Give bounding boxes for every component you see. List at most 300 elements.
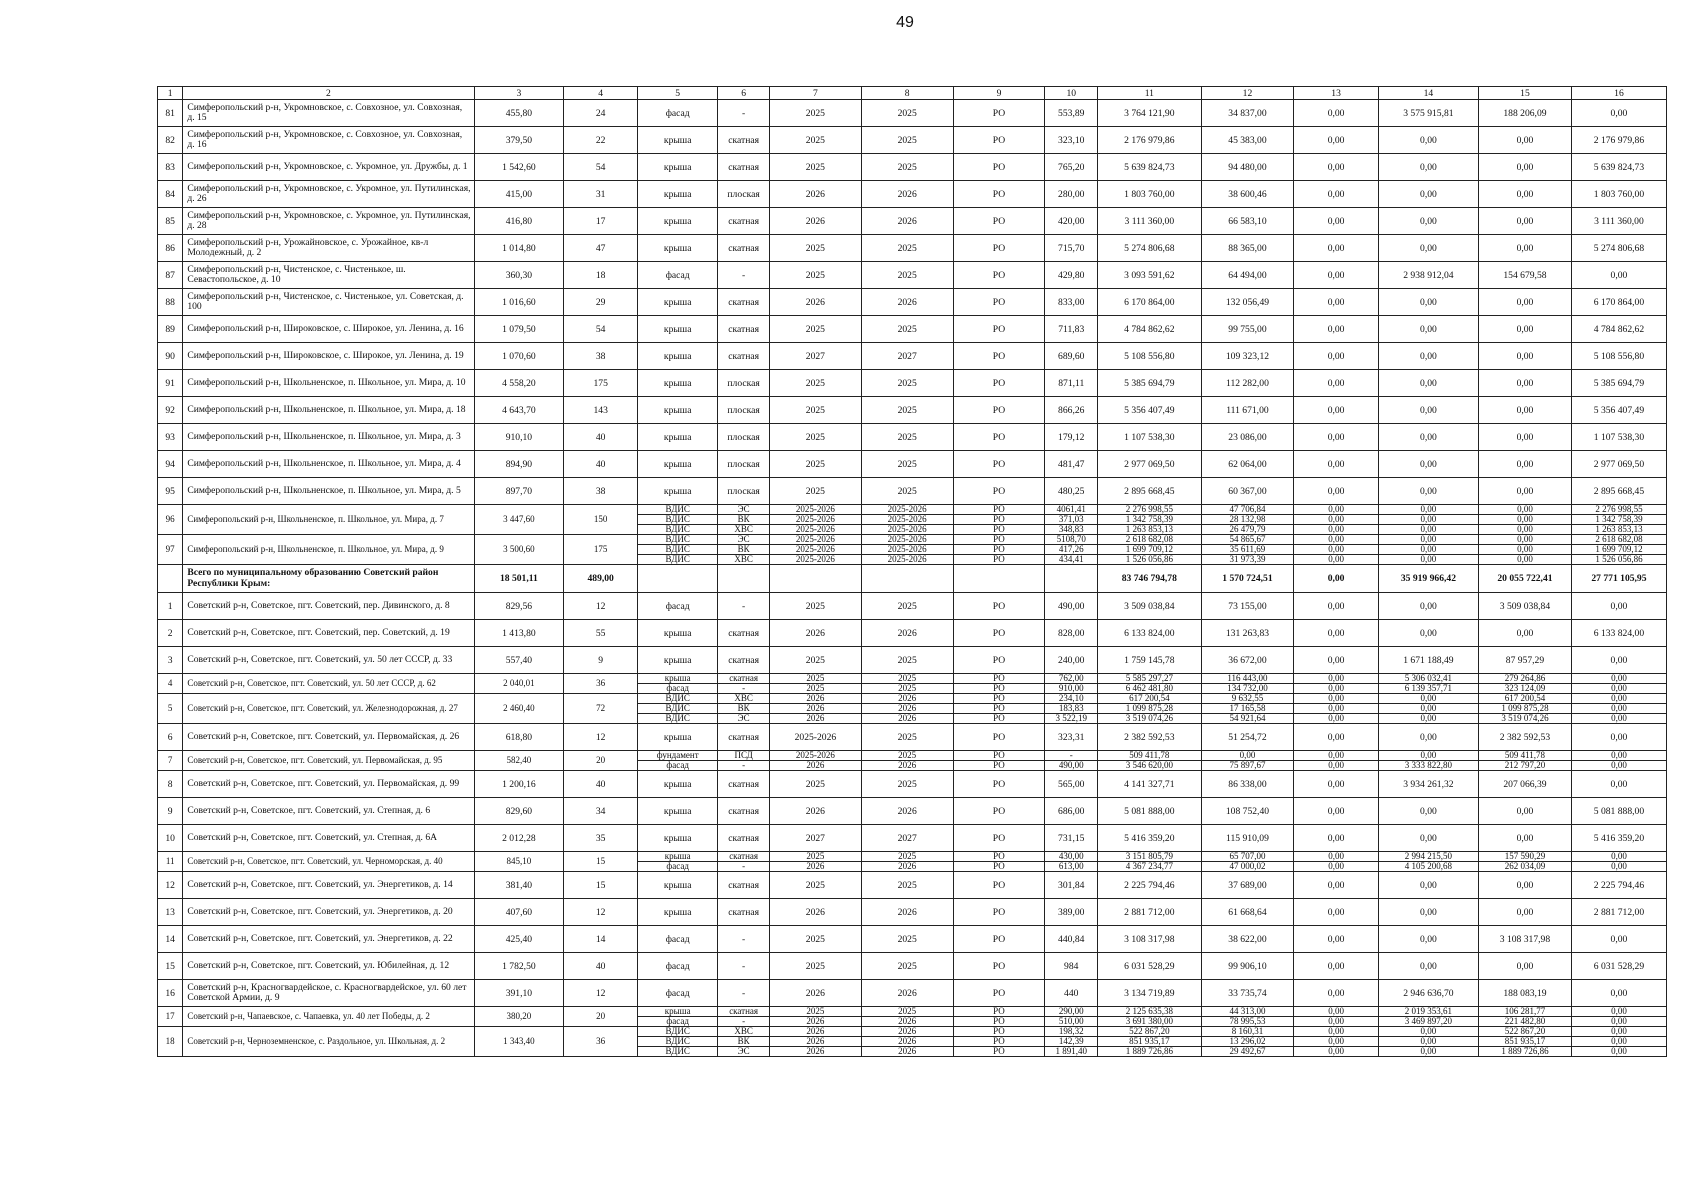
executor-cell: РО (953, 751, 1045, 761)
total-cost-cell: 3 134 719,89 (1098, 980, 1201, 1007)
row-number-cell: 12 (158, 872, 183, 899)
volume-cell: 142,39 (1045, 1037, 1098, 1047)
fund-col16-cell: 0,00 (1571, 1017, 1666, 1027)
fund-col13-cell: 0,00 (1294, 751, 1378, 761)
unit-cost-cell: 23 086,00 (1201, 424, 1294, 451)
work-type-cell: крыша (638, 478, 718, 505)
residents-cell: 54 (564, 316, 638, 343)
fund-col16-cell: 0,00 (1571, 262, 1666, 289)
fund-col14-cell: 0,00 (1378, 1047, 1478, 1057)
executor-cell: РО (953, 316, 1045, 343)
roof-type-cell: скатная (718, 1007, 770, 1017)
row-number-cell: 86 (158, 235, 183, 262)
address-cell: Симферопольский р-н, Чистенское, с. Чистенькое, ш. Севастопольское, д. 10 (183, 262, 474, 289)
roof-type-cell: - (718, 1017, 770, 1027)
address-cell: Симферопольский р-н, Широковское, с. Широкое, ул. Ленина, д. 19 (183, 343, 474, 370)
fund-col14-cell: 0,00 (1378, 953, 1478, 980)
fund-col15-cell: 617 200,54 (1479, 694, 1572, 704)
year-end-cell: 2025 (861, 724, 953, 751)
executor-cell: РО (953, 535, 1045, 545)
fund-col15-cell: 0,00 (1479, 535, 1572, 545)
fund-col16-cell: 0,00 (1571, 647, 1666, 674)
roof-type-cell: скатная (718, 771, 770, 798)
fund-col15-cell: 0,00 (1479, 343, 1572, 370)
unit-cost-cell: 38 600,46 (1201, 181, 1294, 208)
total-cost-cell: 617 200,54 (1098, 694, 1201, 704)
work-type-cell: крыша (638, 647, 718, 674)
total-cost-cell: 5 274 806,68 (1098, 235, 1201, 262)
year-start-cell: 2025 (769, 397, 861, 424)
roof-type-cell: скатная (718, 316, 770, 343)
table-row (158, 1007, 1667, 1017)
column-number-cell: 8 (861, 87, 953, 100)
column-number-cell: 6 (718, 87, 770, 100)
residents-cell: 22 (564, 127, 638, 154)
table-row (158, 100, 1667, 127)
fund-col16-cell: 2 895 668,45 (1571, 478, 1666, 505)
fund-col16-cell: 0,00 (1571, 771, 1666, 798)
total-cost-cell: 522 867,20 (1098, 1027, 1201, 1037)
year-end-cell: 2026 (861, 1027, 953, 1037)
fund-col13-cell: 0,00 (1294, 980, 1378, 1007)
volume-cell: 348,83 (1045, 525, 1098, 535)
work-type-cell: крыша (638, 872, 718, 899)
volume-cell: 430,00 (1045, 852, 1098, 862)
residents-cell: 34 (564, 798, 638, 825)
total-cost-cell: 2 176 979,86 (1098, 127, 1201, 154)
year-end-cell: 2026 (861, 862, 953, 872)
executor-cell: РО (953, 674, 1045, 684)
fund-col14-cell: 0,00 (1378, 926, 1478, 953)
fund-col13-cell: 0,00 (1294, 555, 1378, 565)
area-cell: 380,20 (474, 1007, 564, 1027)
area-cell: 379,50 (474, 127, 564, 154)
work-type-cell: крыша (638, 127, 718, 154)
year-end-cell: 2026 (861, 714, 953, 724)
fund-col15-cell: 0,00 (1479, 525, 1572, 535)
year-start-cell: 2027 (769, 825, 861, 852)
total-cost-cell: 3 111 360,00 (1098, 208, 1201, 235)
table-row (158, 397, 1667, 424)
year-end-cell: 2026 (861, 899, 953, 926)
fund-col13-cell: 0,00 (1294, 154, 1378, 181)
roof-type-cell: скатная (718, 724, 770, 751)
fund-col16-cell: 1 526 056,86 (1571, 555, 1666, 565)
total-cost-cell: 3 764 121,90 (1098, 100, 1201, 127)
fund-col14-cell: 2 994 215,50 (1378, 852, 1478, 862)
work-type-cell: фасад (638, 953, 718, 980)
area-cell: 1 200,16 (474, 771, 564, 798)
total-cost-cell: 2 125 635,38 (1098, 1007, 1201, 1017)
roof-type-cell: плоская (718, 478, 770, 505)
volume-cell: 480,25 (1045, 478, 1098, 505)
total-cost-cell: 4 141 327,71 (1098, 771, 1201, 798)
fund-col15-cell: 157 590,29 (1479, 852, 1572, 862)
unit-cost-cell: 28 132,98 (1201, 515, 1294, 525)
unit-cost-cell: 37 689,00 (1201, 872, 1294, 899)
unit-cost-cell: 38 622,00 (1201, 926, 1294, 953)
table-body (158, 87, 1667, 1057)
total-cost-cell: 2 881 712,00 (1098, 899, 1201, 926)
fund-col13-cell: 0,00 (1294, 862, 1378, 872)
year-start-cell: 2026 (769, 761, 861, 771)
year-end-cell: 2025-2026 (861, 535, 953, 545)
roof-type-cell: - (718, 684, 770, 694)
executor-cell: РО (953, 704, 1045, 714)
year-end-cell: 2026 (861, 761, 953, 771)
fund-col13-cell: 0,00 (1294, 478, 1378, 505)
year-end-cell: 2026 (861, 181, 953, 208)
fund-col13-cell: 0,00 (1294, 694, 1378, 704)
executor-cell: РО (953, 1027, 1045, 1037)
column-number-cell: 11 (1098, 87, 1201, 100)
fund-col13-cell: 0,00 (1294, 181, 1378, 208)
year-end-cell (861, 565, 953, 593)
fund-col13-cell: 0,00 (1294, 424, 1378, 451)
area-cell: 391,10 (474, 980, 564, 1007)
area-cell: 845,10 (474, 852, 564, 872)
unit-cost-cell: 13 296,02 (1201, 1037, 1294, 1047)
table-row (158, 724, 1667, 751)
fund-col15-cell: 154 679,58 (1479, 262, 1572, 289)
fund-col15-cell: 2 382 592,53 (1479, 724, 1572, 751)
roof-type-cell: скатная (718, 798, 770, 825)
year-end-cell: 2026 (861, 1047, 953, 1057)
fund-col14-cell: 3 934 261,32 (1378, 771, 1478, 798)
volume-cell: - (1045, 751, 1098, 761)
year-start-cell: 2026 (769, 714, 861, 724)
roof-type-cell: ВК (718, 545, 770, 555)
volume-cell: 179,12 (1045, 424, 1098, 451)
area-cell: 2 012,28 (474, 825, 564, 852)
table-row (158, 647, 1667, 674)
row-number-cell: 84 (158, 181, 183, 208)
roof-type-cell: ХВС (718, 525, 770, 535)
address-cell: Советский р-н, Советское, пгт. Советский, ул. Энергетиков, д. 14 (183, 872, 474, 899)
fund-col13-cell: 0,00 (1294, 1017, 1378, 1027)
roof-type-cell: ХВС (718, 555, 770, 565)
volume-cell: 440,84 (1045, 926, 1098, 953)
fund-col14-cell: 0,00 (1378, 424, 1478, 451)
fund-col13-cell: 0,00 (1294, 100, 1378, 127)
fund-col16-cell: 0,00 (1571, 862, 1666, 872)
executor-cell: РО (953, 370, 1045, 397)
year-start-cell: 2026 (769, 181, 861, 208)
roof-type-cell: ЭС (718, 535, 770, 545)
total-cost-cell: 3 151 805,79 (1098, 852, 1201, 862)
work-type-cell: крыша (638, 289, 718, 316)
table-row (158, 872, 1667, 899)
fund-col16-cell: 1 699 709,12 (1571, 545, 1666, 555)
table-row (158, 953, 1667, 980)
fund-col15-cell: 522 867,20 (1479, 1027, 1572, 1037)
fund-col13-cell: 0,00 (1294, 714, 1378, 724)
fund-col14-cell: 35 919 966,42 (1378, 565, 1478, 593)
year-start-cell: 2026 (769, 1037, 861, 1047)
executor-cell: РО (953, 1047, 1045, 1057)
address-cell: Симферопольский р-н, Укромновское, с. Совхозное, ул. Совхозная, д. 15 (183, 100, 474, 127)
volume-cell: 420,00 (1045, 208, 1098, 235)
fund-col14-cell: 0,00 (1378, 127, 1478, 154)
row-number-cell: 15 (158, 953, 183, 980)
row-number-cell: 89 (158, 316, 183, 343)
residents-cell: 12 (564, 980, 638, 1007)
column-number-cell: 3 (474, 87, 564, 100)
roof-type-cell: ВК (718, 704, 770, 714)
work-type-cell: крыша (638, 620, 718, 647)
fund-col15-cell: 0,00 (1479, 545, 1572, 555)
year-start-cell: 2025-2026 (769, 724, 861, 751)
year-end-cell: 2025 (861, 154, 953, 181)
fund-col16-cell: 1 342 758,39 (1571, 515, 1666, 525)
unit-cost-cell: 26 479,79 (1201, 525, 1294, 535)
area-cell: 2 040,01 (474, 674, 564, 694)
area-cell: 1 413,80 (474, 620, 564, 647)
fund-col14-cell: 2 946 636,70 (1378, 980, 1478, 1007)
work-type-cell: ВДИС (638, 1027, 718, 1037)
volume-cell: 481,47 (1045, 451, 1098, 478)
year-end-cell: 2025 (861, 100, 953, 127)
fund-col14-cell: 0,00 (1378, 714, 1478, 724)
year-start-cell: 2025-2026 (769, 515, 861, 525)
work-type-cell: крыша (638, 1007, 718, 1017)
address-cell: Советский р-н, Советское, пгт. Советский, ул. Черноморская, д. 40 (183, 852, 474, 872)
roof-type-cell: плоская (718, 370, 770, 397)
residents-cell: 12 (564, 724, 638, 751)
year-end-cell: 2025 (861, 235, 953, 262)
volume-cell: 762,00 (1045, 674, 1098, 684)
work-type-cell: фундамент (638, 751, 718, 761)
row-number-cell: 13 (158, 899, 183, 926)
executor-cell: РО (953, 862, 1045, 872)
table-row (158, 181, 1667, 208)
executor-cell: РО (953, 515, 1045, 525)
table-row (158, 899, 1667, 926)
work-type-cell: ВДИС (638, 1037, 718, 1047)
executor-cell: РО (953, 505, 1045, 515)
row-number-cell: 17 (158, 1007, 183, 1027)
roof-type-cell: ВК (718, 515, 770, 525)
fund-col13-cell: 0,00 (1294, 451, 1378, 478)
fund-col15-cell: 0,00 (1479, 825, 1572, 852)
roof-type-cell: скатная (718, 343, 770, 370)
row-number-cell: 90 (158, 343, 183, 370)
fund-col14-cell: 4 105 200,68 (1378, 862, 1478, 872)
year-end-cell: 2026 (861, 980, 953, 1007)
fund-col16-cell: 1 803 760,00 (1571, 181, 1666, 208)
table-row (158, 926, 1667, 953)
address-cell: Симферопольский р-н, Укромновское, с. Укромное, ул. Путилинская, д. 26 (183, 181, 474, 208)
roof-type-cell: скатная (718, 647, 770, 674)
total-cost-cell: 6 031 528,29 (1098, 953, 1201, 980)
fund-col13-cell: 0,00 (1294, 545, 1378, 555)
roof-type-cell: скатная (718, 620, 770, 647)
unit-cost-cell: 108 752,40 (1201, 798, 1294, 825)
volume-cell: 828,00 (1045, 620, 1098, 647)
fund-col14-cell: 0,00 (1378, 370, 1478, 397)
fund-col13-cell: 0,00 (1294, 674, 1378, 684)
year-end-cell: 2025 (861, 926, 953, 953)
work-type-cell: ВДИС (638, 515, 718, 525)
fund-col13-cell: 0,00 (1294, 872, 1378, 899)
fund-col13-cell: 0,00 (1294, 289, 1378, 316)
fund-col15-cell: 279 264,86 (1479, 674, 1572, 684)
executor-cell: РО (953, 208, 1045, 235)
row-number-cell: 92 (158, 397, 183, 424)
work-type-cell: крыша (638, 343, 718, 370)
volume-cell: 866,26 (1045, 397, 1098, 424)
residents-cell: 12 (564, 899, 638, 926)
fund-col13-cell: 0,00 (1294, 899, 1378, 926)
fund-col15-cell: 0,00 (1479, 872, 1572, 899)
unit-cost-cell: 75 897,67 (1201, 761, 1294, 771)
work-type-cell: крыша (638, 154, 718, 181)
year-end-cell: 2025 (861, 397, 953, 424)
residents-cell: 47 (564, 235, 638, 262)
fund-col13-cell: 0,00 (1294, 1007, 1378, 1017)
unit-cost-cell: 73 155,00 (1201, 593, 1294, 620)
fund-col16-cell: 1 263 853,13 (1571, 525, 1666, 535)
year-end-cell: 2025-2026 (861, 515, 953, 525)
volume-cell: 910,00 (1045, 684, 1098, 694)
executor-cell: РО (953, 525, 1045, 535)
total-cost-cell: 509 411,78 (1098, 751, 1201, 761)
capital-repair-table (157, 86, 1667, 1057)
column-number-cell: 13 (1294, 87, 1378, 100)
fund-col15-cell: 87 957,29 (1479, 647, 1572, 674)
volume-cell: 833,00 (1045, 289, 1098, 316)
fund-col15-cell: 0,00 (1479, 899, 1572, 926)
year-start-cell: 2025-2026 (769, 505, 861, 515)
total-cost-cell: 4 784 862,62 (1098, 316, 1201, 343)
column-number-row (158, 87, 1667, 100)
fund-col16-cell: 0,00 (1571, 694, 1666, 704)
row-number-cell: 2 (158, 620, 183, 647)
fund-col15-cell: 0,00 (1479, 316, 1572, 343)
fund-col14-cell: 0,00 (1378, 397, 1478, 424)
year-end-cell: 2025-2026 (861, 505, 953, 515)
year-start-cell: 2025 (769, 1007, 861, 1017)
row-number-cell: 93 (158, 424, 183, 451)
fund-col14-cell: 0,00 (1378, 798, 1478, 825)
fund-col15-cell: 0,00 (1479, 515, 1572, 525)
executor-cell: РО (953, 424, 1045, 451)
executor-cell (953, 565, 1045, 593)
roof-type-cell: ХВС (718, 1027, 770, 1037)
total-cost-cell: 5 081 888,00 (1098, 798, 1201, 825)
fund-col14-cell: 3 575 915,81 (1378, 100, 1478, 127)
work-type-cell: фасад (638, 926, 718, 953)
table-row (158, 451, 1667, 478)
column-number-cell: 10 (1045, 87, 1098, 100)
work-type-cell: ВДИС (638, 525, 718, 535)
roof-type-cell (718, 565, 770, 593)
work-type-cell: ВДИС (638, 1047, 718, 1057)
roof-type-cell: - (718, 262, 770, 289)
fund-col16-cell: 6 031 528,29 (1571, 953, 1666, 980)
year-start-cell: 2026 (769, 1027, 861, 1037)
year-end-cell: 2025 (861, 953, 953, 980)
row-number-cell: 85 (158, 208, 183, 235)
fund-col14-cell: 0,00 (1378, 505, 1478, 515)
residents-cell: 55 (564, 620, 638, 647)
table-row (158, 235, 1667, 262)
executor-cell: РО (953, 694, 1045, 704)
unit-cost-cell: 62 064,00 (1201, 451, 1294, 478)
table-row (158, 343, 1667, 370)
fund-col13-cell: 0,00 (1294, 127, 1378, 154)
year-end-cell: 2025 (861, 771, 953, 798)
table-row (158, 1027, 1667, 1037)
executor-cell: РО (953, 555, 1045, 565)
year-start-cell: 2026 (769, 1017, 861, 1027)
fund-col15-cell: 851 935,17 (1479, 1037, 1572, 1047)
area-cell: 829,60 (474, 798, 564, 825)
fund-col15-cell: 3 108 317,98 (1479, 926, 1572, 953)
table-row (158, 262, 1667, 289)
executor-cell: РО (953, 899, 1045, 926)
year-end-cell: 2025 (861, 451, 953, 478)
unit-cost-cell: 64 494,00 (1201, 262, 1294, 289)
fund-col16-cell: 5 639 824,73 (1571, 154, 1666, 181)
volume-cell: 3 522,19 (1045, 714, 1098, 724)
unit-cost-cell: 9 632,55 (1201, 694, 1294, 704)
total-cost-cell: 2 895 668,45 (1098, 478, 1201, 505)
year-end-cell: 2025 (861, 647, 953, 674)
residents-cell: 17 (564, 208, 638, 235)
table-row (158, 771, 1667, 798)
volume-cell: 240,00 (1045, 647, 1098, 674)
fund-col13-cell: 0,00 (1294, 724, 1378, 751)
fund-col16-cell: 5 274 806,68 (1571, 235, 1666, 262)
fund-col13-cell: 0,00 (1294, 262, 1378, 289)
fund-col13-cell: 0,00 (1294, 647, 1378, 674)
roof-type-cell: скатная (718, 899, 770, 926)
volume-cell: 323,10 (1045, 127, 1098, 154)
address-cell: Симферопольский р-н, Урожайновское, с. Урожайное, кв-л Молодежный, д. 2 (183, 235, 474, 262)
roof-type-cell: ПСД (718, 751, 770, 761)
table-row (158, 505, 1667, 515)
address-cell: Симферопольский р-н, Школьненское, п. Школьное, ул. Мира, д. 9 (183, 535, 474, 565)
area-cell: 582,40 (474, 751, 564, 771)
volume-cell: 323,31 (1045, 724, 1098, 751)
roof-type-cell: скатная (718, 289, 770, 316)
unit-cost-cell: 1 570 724,51 (1201, 565, 1294, 593)
executor-cell: РО (953, 593, 1045, 620)
year-end-cell: 2026 (861, 798, 953, 825)
area-cell: 2 460,40 (474, 694, 564, 724)
fund-col16-cell: 0,00 (1571, 714, 1666, 724)
address-cell: Советский р-н, Советское, пгт. Советский, ул. Юбилейная, д. 12 (183, 953, 474, 980)
address-cell: Советский р-н, Чапаевское, с. Чапаевка, ул. 40 лет Победы, д. 2 (183, 1007, 474, 1027)
year-start-cell: 2025 (769, 154, 861, 181)
fund-col16-cell: 4 784 862,62 (1571, 316, 1666, 343)
work-type-cell: крыша (638, 235, 718, 262)
unit-cost-cell: 54 921,64 (1201, 714, 1294, 724)
area-cell: 425,40 (474, 926, 564, 953)
address-cell: Советский р-н, Советское, пгт. Советский, ул. Степная, д. 6 (183, 798, 474, 825)
roof-type-cell: - (718, 761, 770, 771)
year-start-cell: 2025-2026 (769, 555, 861, 565)
volume-cell: 429,80 (1045, 262, 1098, 289)
residents-cell: 31 (564, 181, 638, 208)
residents-cell: 40 (564, 771, 638, 798)
executor-cell: РО (953, 451, 1045, 478)
residents-cell: 175 (564, 370, 638, 397)
table-row (158, 478, 1667, 505)
fund-col16-cell: 0,00 (1571, 1037, 1666, 1047)
work-type-cell: крыша (638, 316, 718, 343)
